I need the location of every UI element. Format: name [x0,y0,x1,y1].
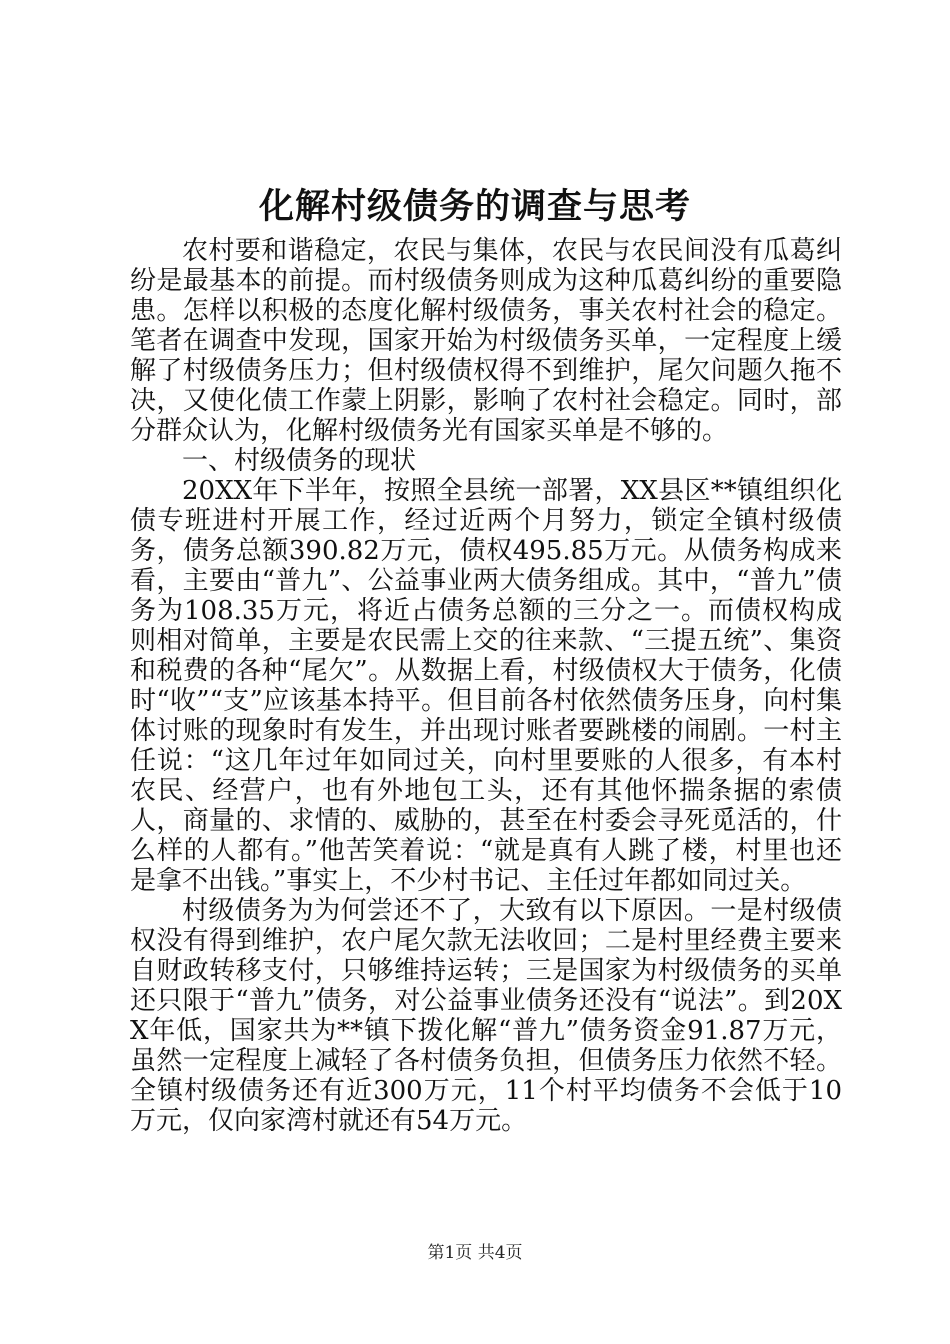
intro-paragraph: 农村要和谐稳定，农民与集体，农民与农民间没有瓜葛纠纷是最基本的前提。而村级债务则成为这种瓜葛纠纷的重要隐患。怎样以积极的态度化解村级债务，事关农村社会的稳定。笔者在调查中发现，国家开始为村级债务买单，一定程度上缓解了村级债务压力；但村级债权得不到维护，尾欠问题久拖不决，又使化债工作蒙上阴影，影响了农村社会稳定。同时，部分群众认为，化解村级债务光有国家买单是不够的。 [130,236,842,446]
page-number-footer: 第1页 共4页 [427,1243,523,1263]
document-body [130,236,842,1136]
section-heading: 一、村级债务的现状 [182,446,417,476]
causes-paragraph: 村级债务为为何尝还不了，大致有以下原因。一是村级债权没有得到维护，农户尾欠款无法收回；二是村里经费主要来自财政转移支付，只够维持运转；三是国家为村级债务的买单还只限于“普九”债务，对公益事业债务还没有“说法”。到20XX年低，国家共为**镇下拨化解“普九”债务资金91.87万元，虽然一定程度上减轻了各村债务负担，但债务压力依然不轻。全镇村级债务还有近300万元，11个村平均债务不会低于10万元，仅向家湾村就还有54万元。 [130,896,842,1136]
document-title: 化解村级债务的调查与思考 [258,186,691,227]
status-paragraph: 20XX年下半年，按照全县统一部署，XX县区**镇组织化债专班进村开展工作，经过近两个月努力，锁定全镇村级债务，债务总额390.82万元，债权495.85万元。从债务构成来看，主要由“普九”、公益事业两大债务组成。其中，“普九”债务为108.35万元，将近占债务总额的三分之一。而债权构成则相对简单，主要是农民需上交的往来款、“三提五统”、集资和税费的各种“尾欠”。从数据上看，村级债权大于债务，化债时“收”“支”应该基本持平。但目前各村依然债务压身，向村集体讨账的现象时有发生，并出现讨账者要跳楼的闹剧。一村主任说：“这几年过年如同过关，向村里要账的人很多，有本村农民、经营户，也有外地包工头，还有其他怀揣条据的索债人，商量的、求情的、威胁的，甚至在村委会寻死觅活的，什么样的人都有。”他苦笑着说：“就是真有人跳了楼，村里也还是拿不出钱。”事实上，不少村书记、主任过年都如同过关。 [130,476,842,896]
